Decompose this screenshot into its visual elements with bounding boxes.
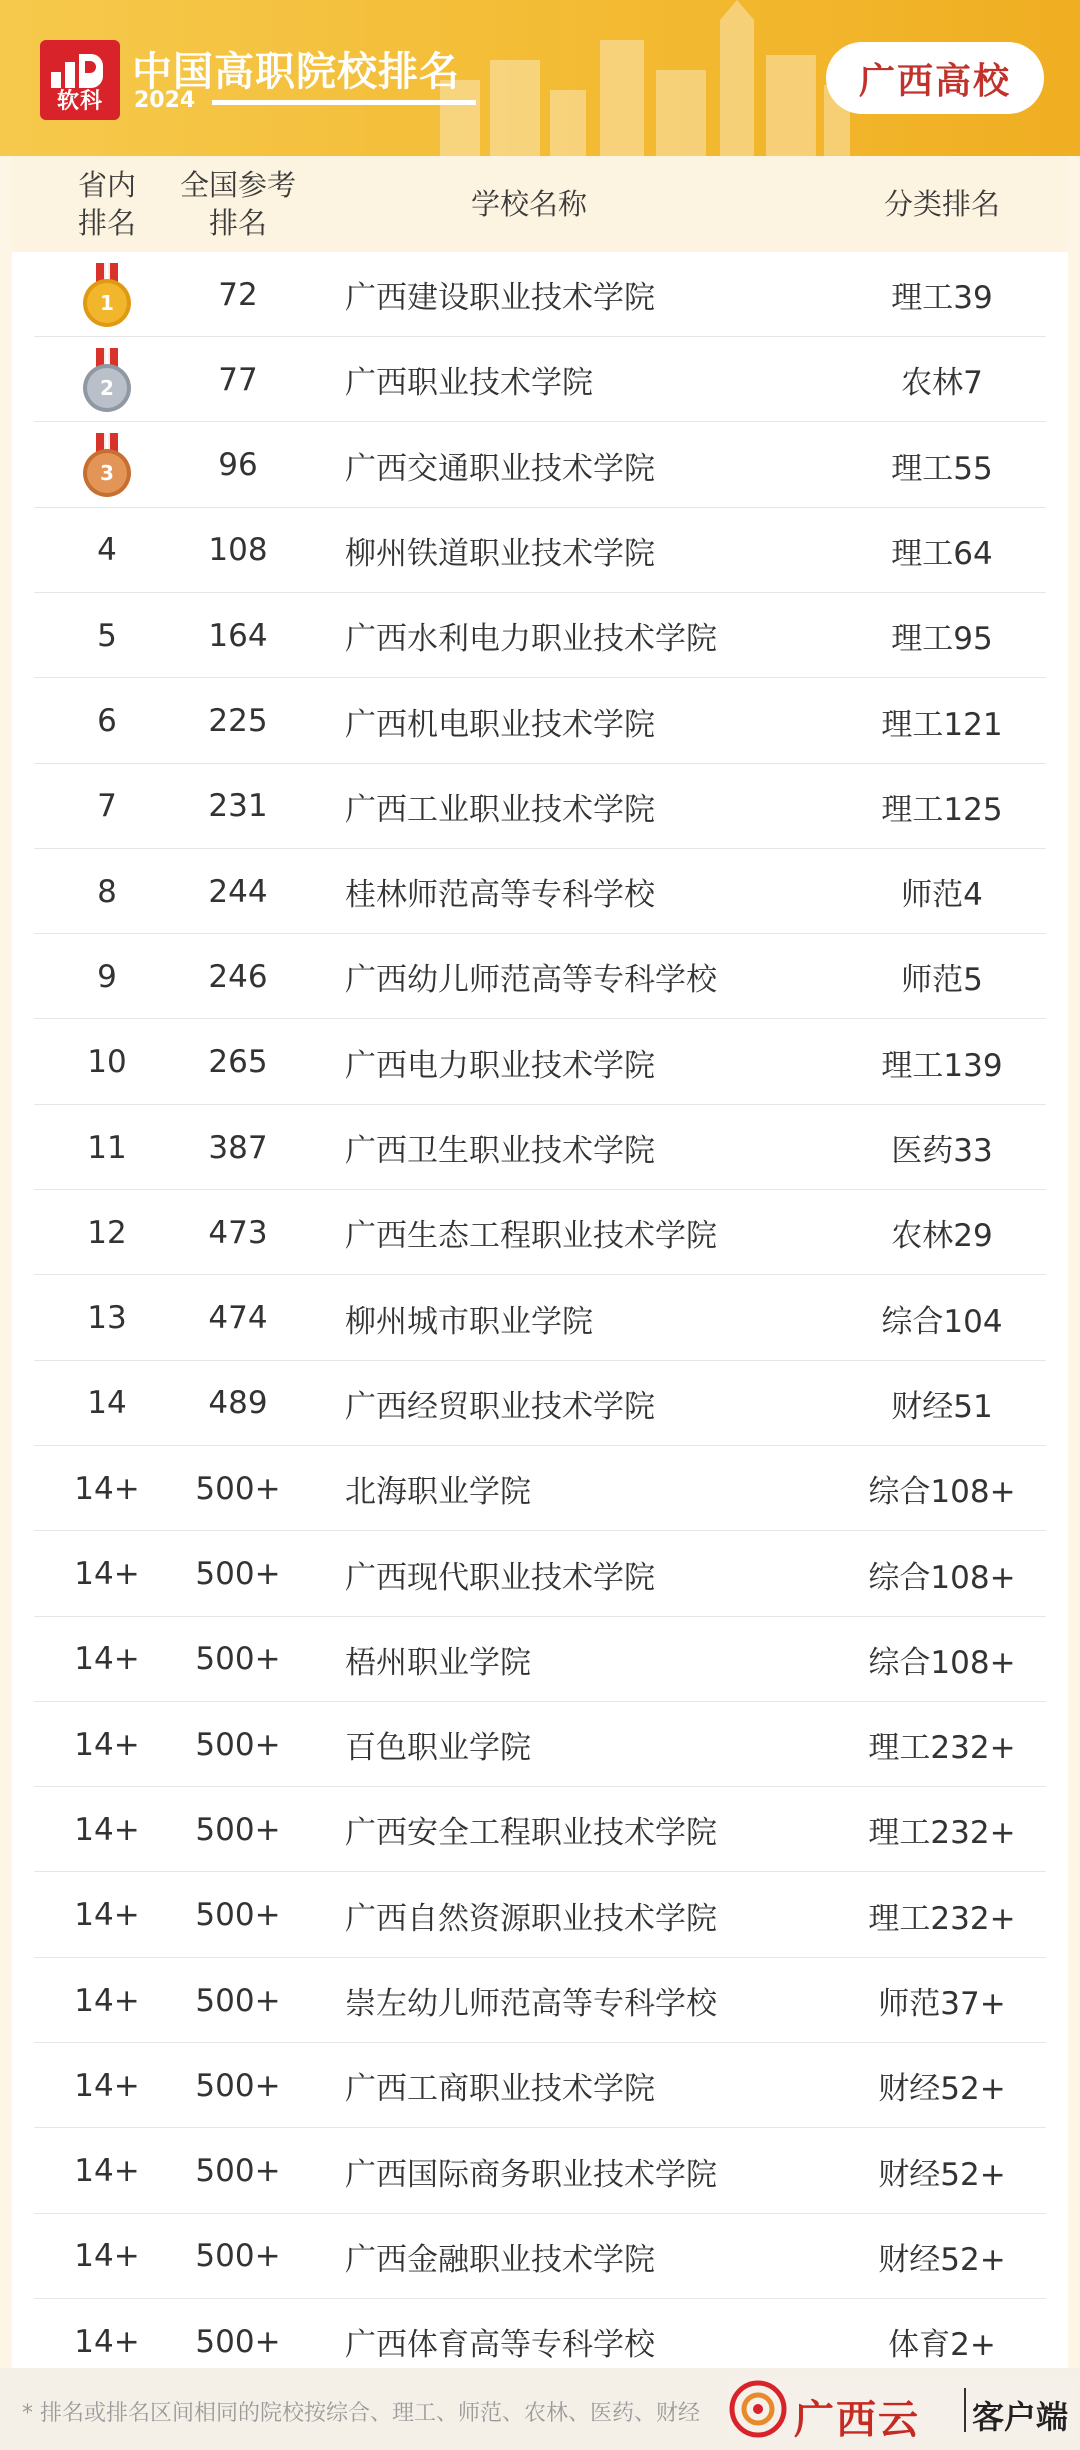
category-rank: 综合108+ (868, 1474, 1016, 1511)
national-rank: 244 (208, 873, 268, 910)
school-name: 广西安全工程职业技术学院 (345, 1815, 717, 1852)
province-rank: 5 (97, 617, 117, 654)
table-row (12, 1787, 1068, 1872)
table-row (12, 1020, 1068, 1105)
table-row (12, 508, 1068, 593)
ranking-table (12, 156, 1068, 2368)
brand-separator (964, 2388, 966, 2432)
national-rank: 108 (208, 532, 268, 569)
national-rank: 500+ (195, 2067, 281, 2104)
school-name: 柳州铁道职业技术学院 (345, 535, 655, 572)
national-rank: 500+ (195, 1811, 281, 1848)
medal-number: 3 (87, 453, 127, 493)
table-row (12, 934, 1068, 1019)
school-name: 广西体育高等专科学校 (345, 2327, 655, 2364)
category-rank: 财经52+ (878, 2071, 1006, 2108)
national-rank: 500+ (195, 1470, 281, 1507)
table-row (12, 1958, 1068, 2043)
province-rank (46, 337, 168, 422)
school-name: 广西工业职业技术学院 (345, 791, 655, 828)
national-rank: 500+ (195, 1982, 281, 2019)
brand-watermark (728, 2378, 1078, 2443)
col-header-school-name: 学校名称 (470, 187, 587, 221)
school-name: 广西卫生职业技术学院 (345, 1133, 655, 1169)
table-row (12, 2043, 1068, 2128)
national-rank: 500+ (195, 1556, 281, 1592)
col-header-province-rank: 省内 排名 (77, 168, 136, 240)
table-row (12, 337, 1068, 422)
national-rank: 500+ (195, 1897, 281, 1934)
national-rank: 225 (208, 703, 268, 739)
province-rank: 9 (97, 958, 117, 995)
footnote: * 排名或排名区间相同的院校按综合、理工、师范、农林、医药、财经 (22, 2401, 700, 2426)
table-header (12, 156, 1068, 252)
category-rank: 农林7 (901, 365, 983, 402)
category-rank: 理工95 (891, 621, 993, 658)
school-name: 广西机电职业技术学院 (345, 706, 655, 743)
school-name: 柳州城市职业学院 (345, 1303, 593, 1340)
province-rank: 6 (97, 703, 117, 739)
school-name: 广西现代职业技术学院 (345, 1559, 655, 1596)
province-rank (46, 423, 168, 508)
skyline-decoration (430, 0, 850, 156)
province-rank: 14+ (74, 1897, 140, 1934)
national-rank: 474 (208, 1300, 268, 1337)
school-name: 梧州职业学院 (345, 1644, 531, 1681)
table-row (12, 1190, 1068, 1275)
category-rank: 体育2+ (888, 2327, 996, 2364)
table-row (12, 1105, 1068, 1190)
school-name: 广西交通职业技术学院 (345, 450, 655, 487)
school-name: 广西生态工程职业技术学院 (345, 1218, 717, 1255)
table-row (12, 1873, 1068, 1958)
province-rank: 7 (97, 788, 117, 825)
table-row (12, 1532, 1068, 1617)
table-row (12, 252, 1068, 337)
guangxi-cloud-logo-icon (728, 2380, 788, 2438)
province-rank: 11 (87, 1129, 127, 1166)
national-rank: 164 (208, 617, 268, 654)
table-row (12, 849, 1068, 934)
school-name: 广西水利电力职业技术学院 (345, 621, 717, 658)
school-name: 广西建设职业技术学院 (345, 280, 655, 316)
province-rank: 12 (87, 1214, 127, 1251)
school-name: 崇左幼儿师范高等专科学校 (345, 1986, 717, 2022)
gold-medal-icon (83, 263, 131, 327)
table-row (12, 1446, 1068, 1531)
national-rank: 265 (208, 1044, 268, 1081)
category-rank: 财经52+ (878, 2241, 1006, 2278)
national-rank: 500+ (195, 2238, 281, 2275)
national-rank: 500+ (195, 1641, 281, 1678)
page-title: 中国高职院校排名 (132, 49, 460, 95)
national-rank: 500+ (195, 2153, 281, 2190)
province-rank: 8 (97, 873, 117, 910)
province-rank: 14+ (74, 1726, 140, 1763)
footer (0, 2368, 1080, 2450)
school-name: 广西国际商务职业技术学院 (345, 2156, 717, 2193)
brand-name: 广西云 (794, 2396, 920, 2443)
category-rank: 理工139 (881, 1047, 1003, 1084)
province-rank: 14+ (74, 1556, 140, 1592)
national-rank: 489 (208, 1385, 268, 1422)
province-rank: 14+ (74, 2238, 140, 2275)
national-rank: 246 (208, 958, 268, 995)
table-row (12, 1361, 1068, 1446)
category-rank: 农林29 (891, 1218, 993, 1255)
table-row (12, 1276, 1068, 1361)
table-row (12, 1617, 1068, 1702)
province-rank: 13 (87, 1300, 127, 1337)
national-rank: 387 (208, 1129, 268, 1166)
category-rank: 综合108+ (868, 1644, 1016, 1681)
category-rank: 理工64 (891, 535, 993, 572)
category-rank: 师范37+ (878, 1986, 1006, 2022)
province-rank: 14+ (74, 1982, 140, 2019)
category-rank: 师范5 (901, 962, 983, 999)
national-rank: 72 (218, 276, 258, 313)
medal-number: 1 (87, 283, 127, 323)
logo-bars-icon (51, 54, 107, 88)
category-rank: 理工232+ (868, 1815, 1016, 1852)
category-rank: 理工55 (891, 450, 993, 487)
province-rank: 14+ (74, 1470, 140, 1507)
school-name: 桂林师范高等专科学校 (345, 877, 655, 914)
school-name: 广西职业技术学院 (345, 365, 593, 402)
category-rank: 理工121 (881, 706, 1003, 743)
category-rank: 理工39 (891, 280, 993, 316)
category-rank: 综合104 (881, 1303, 1003, 1340)
province-rank (46, 252, 168, 337)
school-name: 广西自然资源职业技术学院 (345, 1900, 717, 1937)
title-underline (212, 100, 476, 105)
school-name: 广西经贸职业技术学院 (345, 1388, 655, 1425)
school-name: 百色职业学院 (345, 1730, 531, 1767)
province-rank: 10 (87, 1044, 127, 1081)
national-rank: 77 (218, 361, 258, 398)
school-name: 广西工商职业技术学院 (345, 2071, 655, 2108)
table-row (12, 2129, 1068, 2214)
logo-text: 软科 (56, 89, 103, 114)
school-name: 北海职业学院 (345, 1474, 531, 1511)
national-rank: 500+ (195, 2323, 281, 2360)
category-rank: 医药33 (891, 1133, 993, 1169)
province-rank: 4 (97, 532, 117, 569)
brand-client-label: 客户端 (972, 2398, 1069, 2436)
category-rank: 财经52+ (878, 2156, 1006, 2193)
region-badge: 广西高校 (826, 42, 1044, 114)
national-rank: 96 (218, 447, 258, 484)
province-rank: 14+ (74, 1641, 140, 1678)
table-row (12, 1702, 1068, 1787)
category-rank: 理工232+ (868, 1730, 1016, 1767)
table-row (12, 423, 1068, 508)
school-name: 广西电力职业技术学院 (345, 1047, 655, 1084)
medal-number: 2 (87, 368, 127, 408)
category-rank: 师范4 (901, 877, 983, 914)
table-row (12, 679, 1068, 764)
col-header-category-rank: 分类排名 (883, 187, 1000, 221)
category-rank: 理工125 (881, 791, 1003, 828)
category-rank: 财经51 (891, 1388, 993, 1425)
national-rank: 500+ (195, 1726, 281, 1763)
province-rank: 14+ (74, 2153, 140, 2190)
province-rank: 14 (87, 1385, 127, 1422)
col-header-national-rank: 全国参考 排名 (179, 168, 296, 240)
school-name: 广西金融职业技术学院 (345, 2241, 655, 2278)
category-rank: 理工232+ (868, 1900, 1016, 1937)
national-rank: 231 (208, 788, 268, 825)
bronze-medal-icon (83, 433, 131, 497)
province-rank: 14+ (74, 2067, 140, 2104)
silver-medal-icon (83, 348, 131, 412)
ranking-logo (40, 40, 120, 120)
national-rank: 473 (208, 1214, 268, 1251)
province-rank: 14+ (74, 2323, 140, 2360)
province-rank: 14+ (74, 1811, 140, 1848)
table-row (12, 2214, 1068, 2299)
ranking-year: 2024 (134, 88, 196, 113)
category-rank: 综合108+ (868, 1559, 1016, 1596)
header-banner (0, 0, 1080, 156)
school-name: 广西幼儿师范高等专科学校 (345, 962, 717, 999)
table-row (12, 593, 1068, 678)
table-row (12, 764, 1068, 849)
